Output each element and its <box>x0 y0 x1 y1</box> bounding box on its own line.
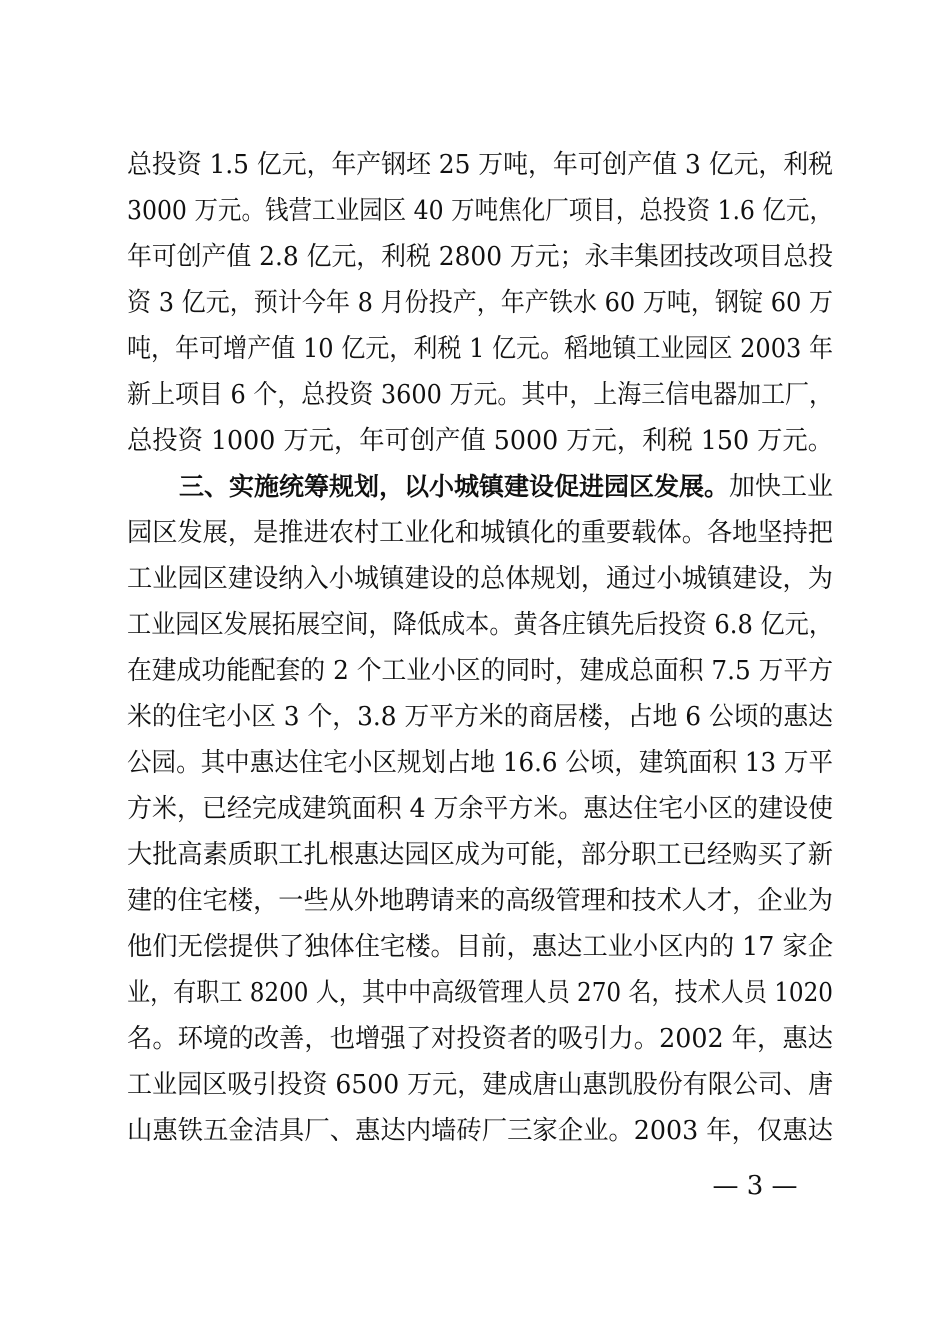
text-line: 总投资 1000 万元，年可创产值 5000 万元，利税 150 万元。 <box>127 426 833 456</box>
text-line: 3000 万元。钱营工业园区 40 万吨焦化厂项目，总投资 1.6 亿元， <box>127 196 833 226</box>
text-line: 吨，年可增产值 10 亿元，利税 1 亿元。稻地镇工业园区 2003 年 <box>127 334 833 364</box>
text-line: 方米，已经完成建筑面积 4 万余平方米。惠达住宅小区的建设使 <box>127 794 833 824</box>
text-line: 大批高素质职工扎根惠达园区成为可能，部分职工已经购买了新 <box>127 840 833 870</box>
paragraph-planning <box>127 464 833 1154</box>
text-line: 公园。其中惠达住宅小区规划占地 16.6 公顷，建筑面积 13 万平 <box>127 748 833 778</box>
section-heading-line <box>127 464 833 510</box>
text-line: 资 3 亿元，预计今年 8 月份投产，年产铁水 60 万吨，钢锭 60 万 <box>127 288 833 318</box>
text-line: 园区发展，是推进农村工业化和城镇化的重要载体。各地坚持把 <box>127 518 833 548</box>
text-line: 他们无偿提供了独体住宅楼。目前，惠达工业小区内的 17 家企 <box>127 932 833 962</box>
text-line: 山惠铁五金洁具厂、惠达内墙砖厂三家企业。2003 年，仅惠达 <box>127 1116 833 1146</box>
text-line: 总投资 1.5 亿元，年产钢坯 25 万吨，年可创产值 3 亿元，利税 <box>127 150 833 180</box>
text-line: 年可创产值 2.8 亿元，利税 2800 万元；永丰集团技改项目总投 <box>127 242 833 272</box>
section-heading: 三、实施统筹规划，以小城镇建设促进园区发展。 <box>179 472 729 501</box>
page-number: — 3 — <box>712 1171 798 1201</box>
text-line: 工业园区发展拓展空间，降低成本。黄各庄镇先后投资 6.8 亿元， <box>127 610 833 640</box>
text-line: 工业园区吸引投资 6500 万元，建成唐山惠凯股份有限公司、唐 <box>127 1070 833 1100</box>
text-line: 业，有职工 8200 人，其中中高级管理人员 270 名，技术人员 1020 <box>127 978 833 1008</box>
body-text <box>127 142 833 1154</box>
text-line: 建的住宅楼，一些从外地聘请来的高级管理和技术人才，企业为 <box>127 886 833 916</box>
text-line: 在建成功能配套的 2 个工业小区的同时，建成总面积 7.5 万平方 <box>127 656 833 686</box>
paragraph-investment-projects <box>127 142 833 464</box>
text-line: 名。环境的改善，也增强了对投资者的吸引力。2002 年，惠达 <box>127 1024 833 1054</box>
text-line: 工业园区建设纳入小城镇建设的总体规划，通过小城镇建设，为 <box>127 564 833 594</box>
text-line: 新上项目 6 个，总投资 3600 万元。其中，上海三信电器加工厂， <box>127 380 833 410</box>
text-run: 加快工业 <box>728 472 833 502</box>
text-line: 米的住宅小区 3 个，3.8 万平方米的商居楼，占地 6 公顷的惠达 <box>127 702 833 732</box>
